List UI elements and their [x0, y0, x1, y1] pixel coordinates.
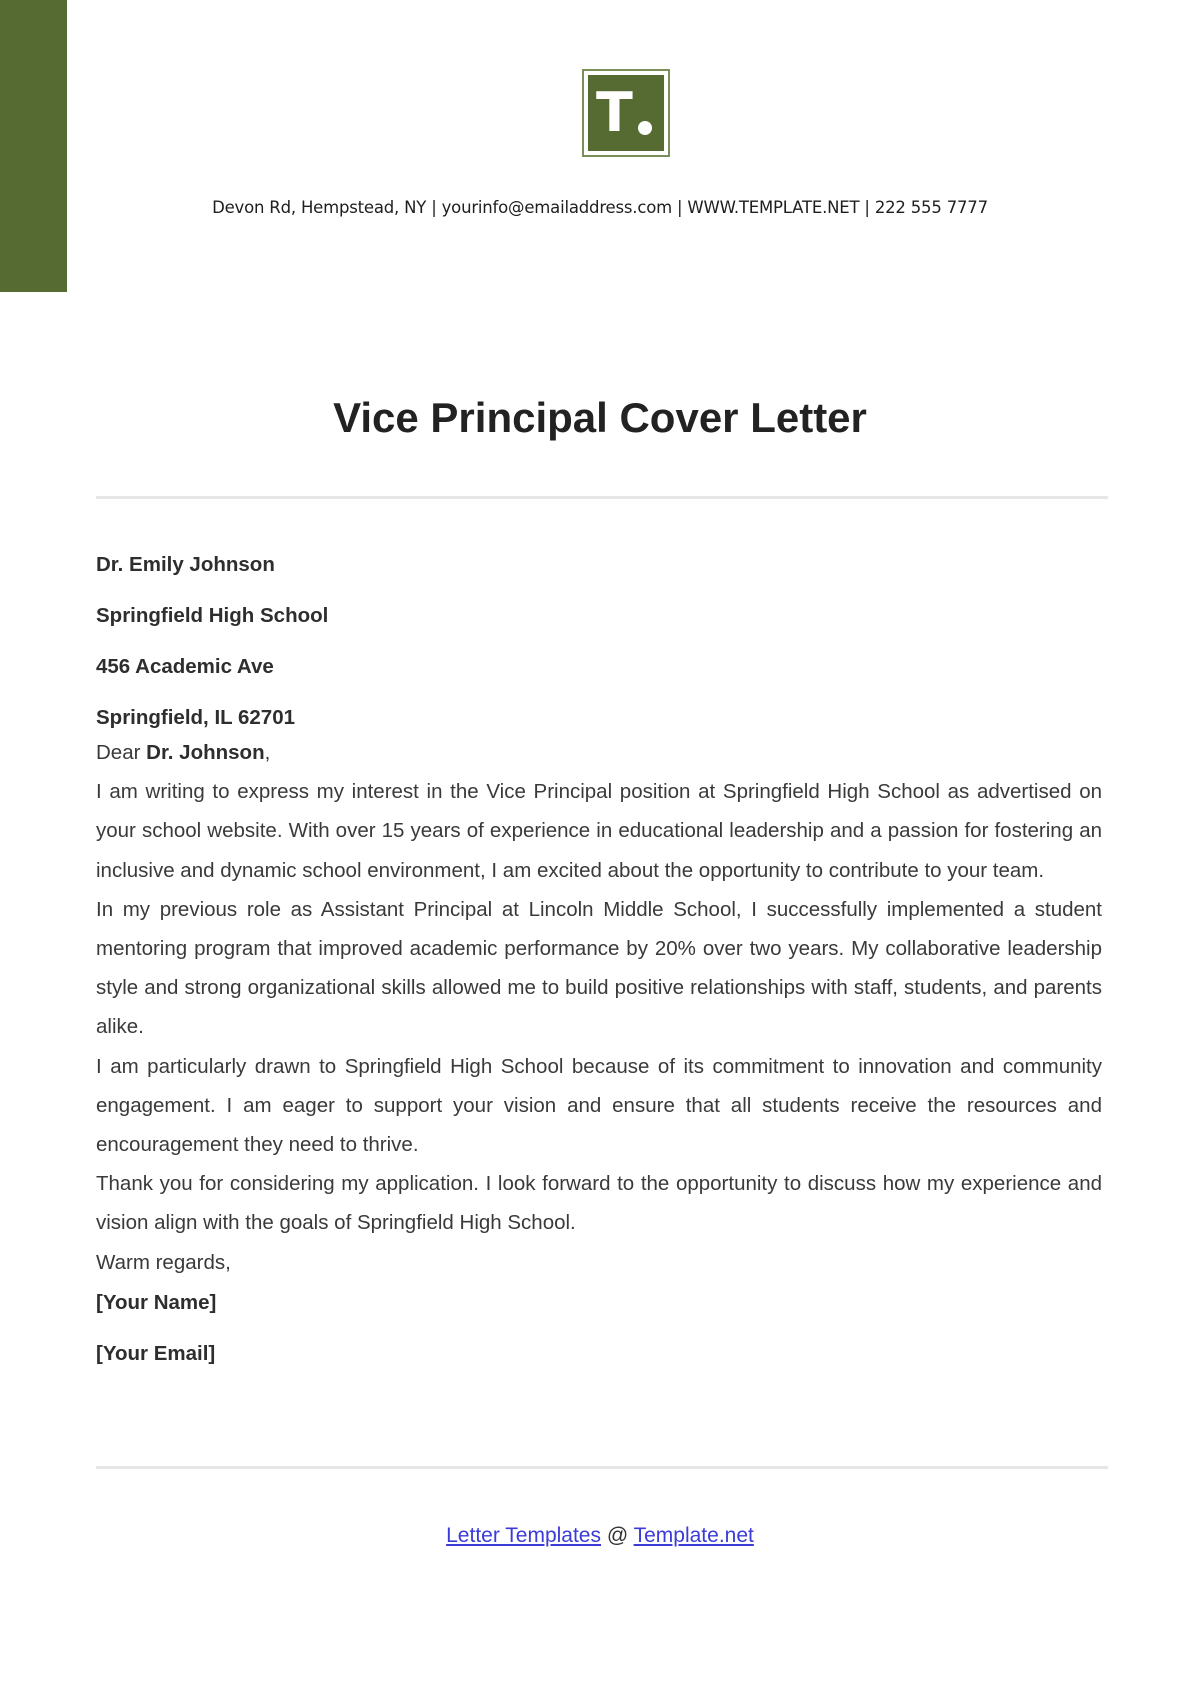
letter-templates-link[interactable]: Letter Templates: [446, 1524, 601, 1547]
body-paragraph-3: I am particularly drawn to Springfield High School because of its commitment to innovation and community engagement. I am eager to support your vision and ensure that all students receive the resources and encouragement they need to thrive.: [96, 1054, 1102, 1157]
salutation: [96, 733, 1102, 772]
recipient-city: Springfield, IL 62701: [96, 706, 295, 729]
contact-line: Devon Rd, Hempstead, NY | yourinfo@emailaddress.com | WWW.TEMPLATE.NET | 222 555 7777: [212, 198, 988, 217]
body-paragraph-1: I am writing to express my interest in the Vice Principal position at Springfield High School as advertised on your school website. With over 15 years of experience in educational leadership and a passion for fostering an inclusive and dynamic school environment, I am excited about the opportunity to contribute to your team.: [96, 780, 1102, 882]
signature-name: [Your Name]: [96, 1290, 217, 1314]
page-title: Vice Principal Cover Letter: [333, 394, 867, 441]
salutation-prefix: Dear: [96, 741, 147, 764]
template-net-logo-icon: [582, 69, 670, 157]
template-net-link[interactable]: Template.net: [633, 1524, 754, 1547]
top-divider: [96, 496, 1108, 499]
logo-dot: [638, 121, 652, 135]
footer: [0, 1524, 1200, 1548]
side-accent-bar: [0, 0, 67, 292]
body-paragraph-2: In my previous role as Assistant Principal at Lincoln Middle School, I successfully implemented a student mentoring program that improved academic performance by 20% over two years. My collaborative leadership style and strong organizational skills allowed me to build positive relationships with staff, students, and parents alike.: [96, 897, 1102, 1039]
recipient-school: Springfield High School: [96, 604, 329, 627]
letter-body: [96, 550, 1102, 1390]
recipient-name: Dr. Emily Johnson: [96, 553, 275, 576]
recipient-street: 456 Academic Ave: [96, 655, 274, 678]
logo-letter-t: T: [596, 81, 633, 144]
signature-email: [Your Email]: [96, 1341, 216, 1365]
salutation-suffix: ,: [264, 741, 271, 764]
bottom-divider: [96, 1466, 1108, 1469]
footer-separator: @: [601, 1524, 634, 1547]
closing: Warm regards,: [96, 1250, 231, 1274]
body-paragraph-4: Thank you for considering my application. I look forward to the opportunity to discuss how my experience and vision align with the goals of Springfield High School.: [96, 1172, 1102, 1235]
logo-mark: [588, 75, 664, 151]
salutation-name: Dr. Johnson: [146, 741, 265, 764]
